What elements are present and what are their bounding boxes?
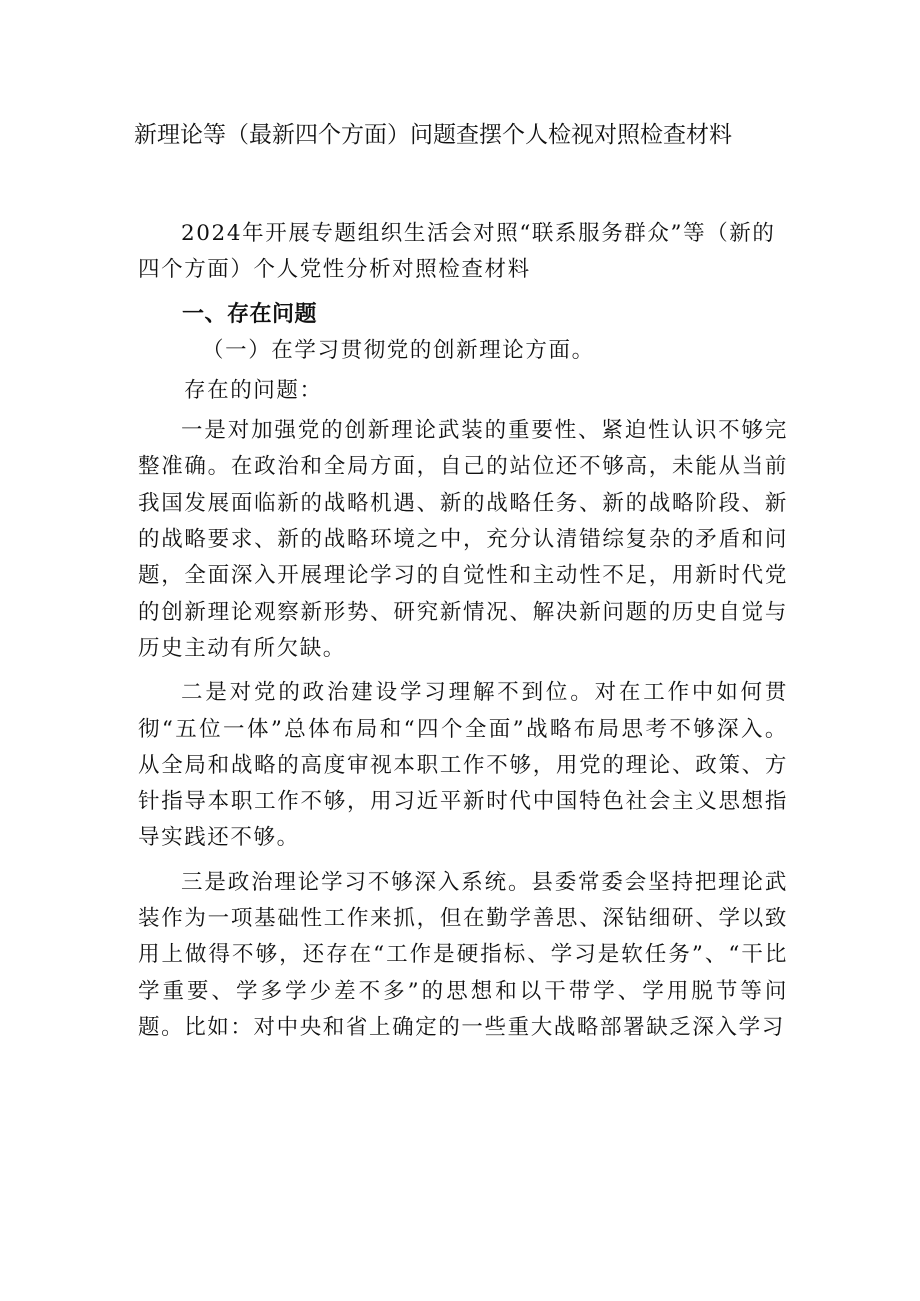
paragraph-point-2: 二是对党的政治建设学习理解不到位。对在工作中如何贯彻“五位一体”总体布局和“四个全面”战略布局思考不够深入。从全局和战略的高度审视本职工作不够，用党的理论、政策、方针指导本职工作不够，用习近平新时代中国特色社会主义思想指导实践还不够。: [138, 680, 788, 851]
paragraph-point-1: 一是对加强党的创新理论武装的重要性、紧迫性认识不够完整准确。在政治和全局方面，自己的站位还不够高，未能从当前我国发展面临新的战略机遇、新的战略任务、新的战略阶段、新的战略要求、新的战略环境之中，充分认清错综复杂的矛盾和问题，全面深入开展理论学习的自觉性和主动性不足，用新时代党的创新理论观察新形势、研究新情况、解决新问题的历史自觉与历史主动有所欠缺。: [138, 418, 788, 661]
section-subheading: （一）在学习贯彻党的创新理论方面。: [202, 337, 595, 363]
spacer: [138, 289, 788, 297]
document-body: [138, 216, 788, 1046]
paragraph-point-3: 三是政治理论学习不够深入系统。县委常委会坚持把理论武装作为一项基础性工作来抓，但在勤学善思、深钻细研、学以致用上做得不够，还存在“工作是硬指标、学习是软任务”、“干比学重要、学多学少差不多”的思想和以干带学、学用脱节等问题。比如：对中央和省上确定的一些重大战略部署缺乏深入学习: [138, 869, 788, 1040]
spacer: [138, 667, 788, 675]
section-heading: 一、存在问题: [182, 301, 318, 327]
problems-label: 存在的问题：: [184, 377, 323, 403]
document-subtitle: 2024年开展专题组织生活会对照“联系服务群众”等（新的四个方面）个人党性分析对照检查材料: [138, 221, 776, 283]
document-title: 新理论等（最新四个方面）问题查摆个人检视对照检查材料: [134, 122, 732, 148]
spacer: [138, 857, 788, 865]
